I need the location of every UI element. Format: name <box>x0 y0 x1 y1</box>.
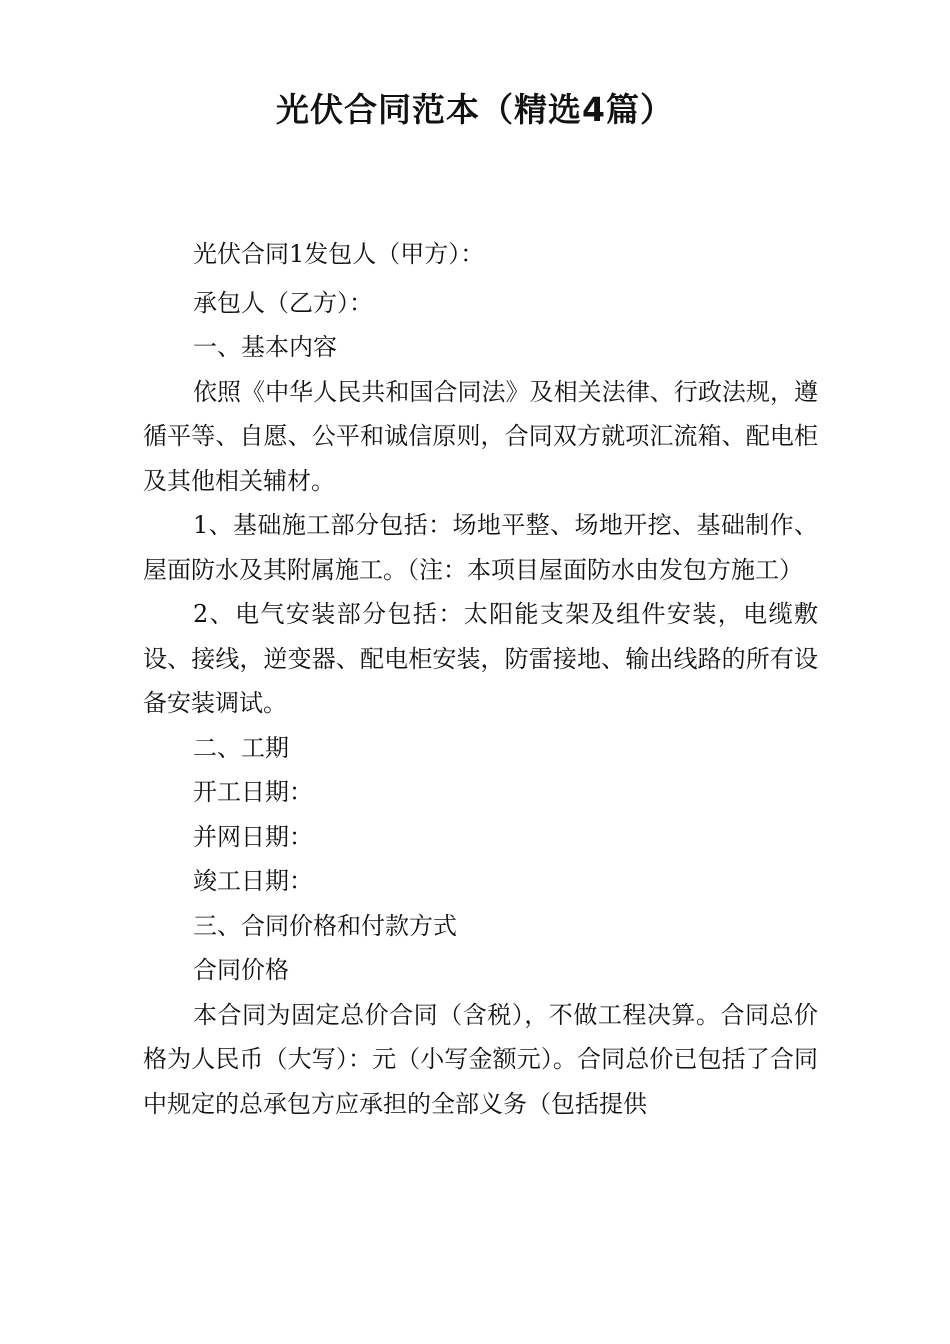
paragraph-contract-parties-b: 承包人（乙方）： <box>193 288 373 317</box>
section-heading-schedule: 二、工期 <box>193 733 289 762</box>
section-heading-price-and-payment: 三、合同价格和付款方式 <box>193 911 457 940</box>
document-body <box>143 232 818 1126</box>
field-grid-connection-date: 并网日期： <box>193 822 313 851</box>
document-title: 光伏合同范本（精选4篇） <box>276 90 674 129</box>
field-completion-date: 竣工日期： <box>193 867 313 895</box>
field-start-date: 开工日期： <box>193 778 313 806</box>
subheading-contract-price: 合同价格 <box>193 956 289 984</box>
paragraph-foundation-work: 1、基础施工部分包括：场地平整、场地开挖、基础制作、屋面防水及其附属施工。（注：本项目屋面防水由发包方施工） <box>143 511 818 584</box>
paragraph-contract-parties-a: 光伏合同1发包人（甲方）： <box>193 240 485 268</box>
section-heading-basic-content: 一、基本内容 <box>193 333 337 361</box>
paragraph-legal-basis: 依照《中华人民共和国合同法》及相关法律、行政法规，遵循平等、自愿、公平和诚信原则，合同双方就项汇流箱、配电柜及其他相关辅材。 <box>143 377 818 495</box>
paragraph-electrical-installation: 2、电气安装部分包括：太阳能支架及组件安装，电缆敷设、接线，逆变器、配电柜安装，防雷接地、输出线路的所有设备安装调试。 <box>143 600 818 717</box>
paragraph-fixed-price: 本合同为固定总价合同（含税），不做工程决算。合同总价格为人民币（大写）：元（小写金额元）。合同总价已包括了合同中规定的总承包方应承担的全部义务（包括提供 <box>143 1000 818 1118</box>
